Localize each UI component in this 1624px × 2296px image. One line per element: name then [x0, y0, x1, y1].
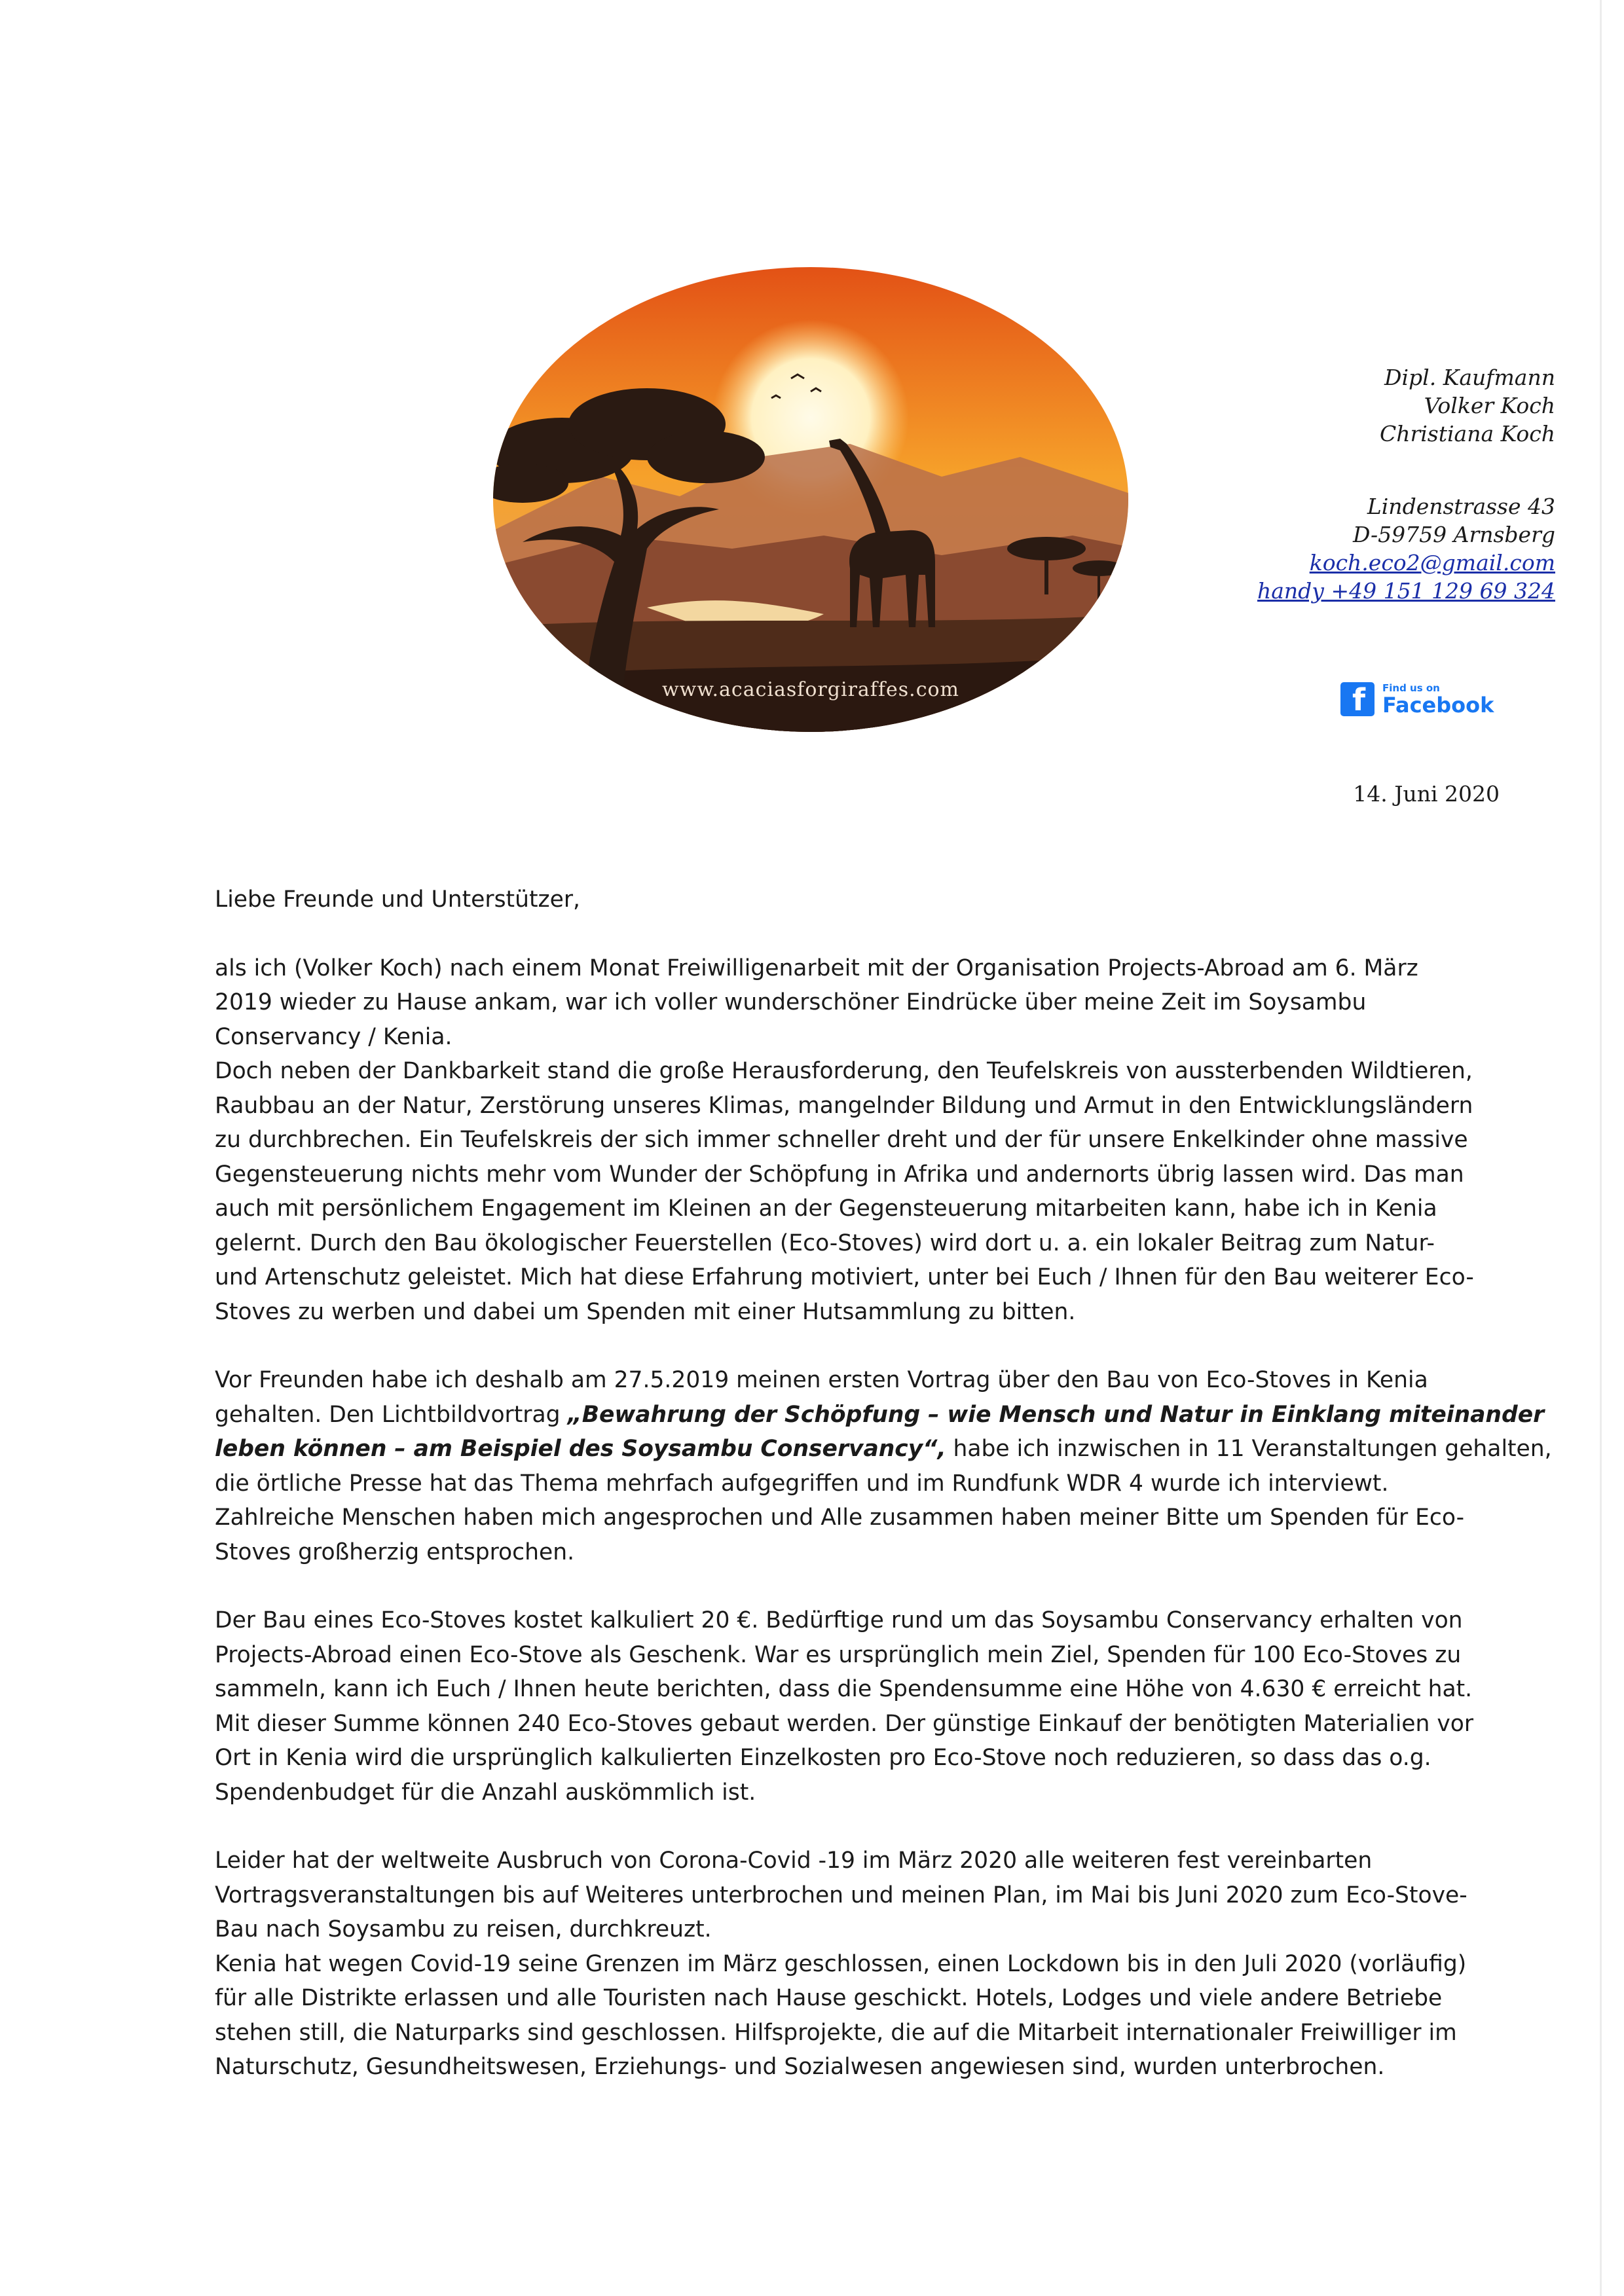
- text-line: auch mit persönlichem Engagement im Kleinen an der Gegensteuerung mitarbeiten kann, habe ich in Kenia: [215, 1195, 1437, 1222]
- sender-city: D-59759 Arnsberg: [1352, 522, 1555, 547]
- text-line: Gegensteuerung nichts mehr vom Wunder der Schöpfung in Afrika und andernorts übrig lassen wird. Das man: [215, 1161, 1464, 1188]
- text-segment: habe ich inzwischen in 11 Veranstaltungen gehalten,: [946, 1436, 1552, 1462]
- logo-url-text: www.acaciasforgiraffes.com: [662, 678, 959, 701]
- sender-name-christiana: Christiana Koch: [1379, 421, 1555, 446]
- sender-name-volker: Volker Koch: [1424, 393, 1555, 418]
- sender-phone-link[interactable]: handy +49 151 129 69 324: [1257, 578, 1555, 604]
- paragraph-1: [215, 951, 1474, 1330]
- text-line: Zahlreiche Menschen haben mich angesprochen und Alle zusammen haben meiner Bitte um Spenden für Eco-: [215, 1504, 1465, 1531]
- text-line: Conservancy / Kenia.: [215, 1023, 452, 1050]
- text-line: Naturschutz, Gesundheitswesen, Erziehungs- und Sozialwesen angewiesen sind, wurden unterbrochen.: [215, 2054, 1385, 2080]
- paragraph-3: [215, 1603, 1474, 1810]
- text-line: Vor Freunden habe ich deshalb am 27.5.2019 meinen ersten Vortrag über den Bau von Eco-Stoves in Kenia: [215, 1367, 1428, 1393]
- text-line: [215, 1432, 1552, 1467]
- text-line: [215, 1398, 1545, 1432]
- facebook-label: Facebook: [1382, 692, 1494, 718]
- sender-email-link[interactable]: koch.eco2@gmail.com: [1309, 550, 1555, 575]
- letter-body: [215, 883, 1552, 2119]
- text-line: die örtliche Presse hat das Thema mehrfach aufgegriffen und im Rundfunk WDR 4 wurde ich interviewt.: [215, 1470, 1389, 1497]
- paragraph-4: [215, 1844, 1467, 2085]
- text-line: Projects-Abroad einen Eco-Stove als Geschenk. War es ursprünglich mein Ziel, Spenden für 100 Eco-Stoves zu: [215, 1641, 1462, 1668]
- sender-title: Dipl. Kaufmann: [1384, 365, 1555, 390]
- paragraph-2: [215, 1363, 1552, 1569]
- text-line: Ort in Kenia wird die ursprünglich kalkulierten Einzelkosten pro Eco-Stove noch reduzieren, so dass das o.g.: [215, 1745, 1431, 1771]
- text-line: Mit dieser Summe können 240 Eco-Stoves gebaut werden. Der günstige Einkauf der benötigten Materialien vor: [215, 1710, 1474, 1737]
- text-line: Leider hat der weltweite Ausbruch von Corona-Covid -19 im März 2020 alle weiteren fest vereinbarten: [215, 1848, 1373, 1874]
- text-line: als ich (Volker Koch) nach einem Monat Freiwilligenarbeit mit der Organisation Projects-Abroad am 6. März: [215, 955, 1418, 981]
- text-line: 2019 wieder zu Hause ankam, war ich voller wunderschöner Eindrücke über meine Zeit im Soysambu: [215, 989, 1367, 1015]
- lecture-title-part-1: „Bewahrung der Schöpfung – wie Mensch und Natur in Einklang miteinander: [567, 1401, 1545, 1428]
- text-line: Doch neben der Dankbarkeit stand die große Herausforderung, den Teufelskreis von aussterbenden Wildtieren,: [215, 1058, 1473, 1084]
- facebook-badge[interactable]: [1340, 681, 1494, 718]
- text-line: für alle Distrikte erlassen und alle Touristen nach Hause geschickt. Hotels, Lodges und viele andere Betriebe: [215, 1985, 1443, 2011]
- sender-street: Lindenstrasse 43: [1367, 494, 1555, 519]
- text-line: Vortragsveranstaltungen bis auf Weiteres unterbrochen und meinen Plan, im Mai bis Juni 2020 zum Eco-Stove-: [215, 1882, 1467, 1908]
- text-line: Stoves zu werben und dabei um Spenden mit einer Hutsammlung zu bitten.: [215, 1298, 1076, 1325]
- text-line: Kenia hat wegen Covid-19 seine Grenzen im März geschlossen, einen Lockdown bis in den Juli 2020 (vorläufig): [215, 1950, 1467, 1977]
- lecture-title-part-2: leben können – am Beispiel des Soysambu Conservancy“,: [215, 1436, 946, 1462]
- text-line: und Artenschutz geleistet. Mich hat diese Erfahrung motiviert, unter bei Euch / Ihnen für den Bau weiterer Eco-: [215, 1264, 1474, 1290]
- page-edge: [1600, 0, 1602, 2296]
- text-segment: gehalten. Den Lichtbildvortrag: [215, 1401, 568, 1428]
- sender-block: [1097, 363, 1555, 605]
- facebook-find-us-text: Find us on: [1382, 682, 1440, 694]
- text-line: Stoves großherzig entsprochen.: [215, 1539, 575, 1565]
- text-line: gelernt. Durch den Bau ökologischer Feuerstellen (Eco-Stoves) wird dort u. a. ein lokaler Beitrag zum Natur-: [215, 1230, 1435, 1256]
- text-line: Bau nach Soysambu zu reisen, durchkreuzt.: [215, 1916, 712, 1942]
- salutation: Liebe Freunde und Unterstützer,: [215, 886, 580, 913]
- text-line: stehen still, die Naturparks sind geschlossen. Hilfsprojekte, die auf die Mitarbeit internationaler Freiwilliger im: [215, 2019, 1457, 2046]
- text-line: Der Bau eines Eco-Stoves kostet kalkuliert 20 €. Bedürftige rund um das Soysambu Conservancy erhalten von: [215, 1607, 1463, 1633]
- text-line: sammeln, kann ich Euch / Ihnen heute berichten, dass die Spendensumme eine Höhe von 4.630 € erreicht hat.: [215, 1676, 1473, 1702]
- facebook-f-icon: f: [1340, 682, 1375, 716]
- text-line: zu durchbrechen. Ein Teufelskreis der sich immer schneller dreht und der für unsere Enkelkinder ohne massive: [215, 1127, 1468, 1153]
- letter-date: 14. Juni 2020: [1353, 781, 1500, 807]
- text-line: Raubbau an der Natur, Zerstörung unseres Klimas, mangelnder Bildung und Armut in den Entwicklungsländern: [215, 1092, 1473, 1119]
- acacias-for-giraffes-logo: [483, 261, 1138, 738]
- text-line: Spendenbudget für die Anzahl auskömmlich ist.: [215, 1779, 756, 1806]
